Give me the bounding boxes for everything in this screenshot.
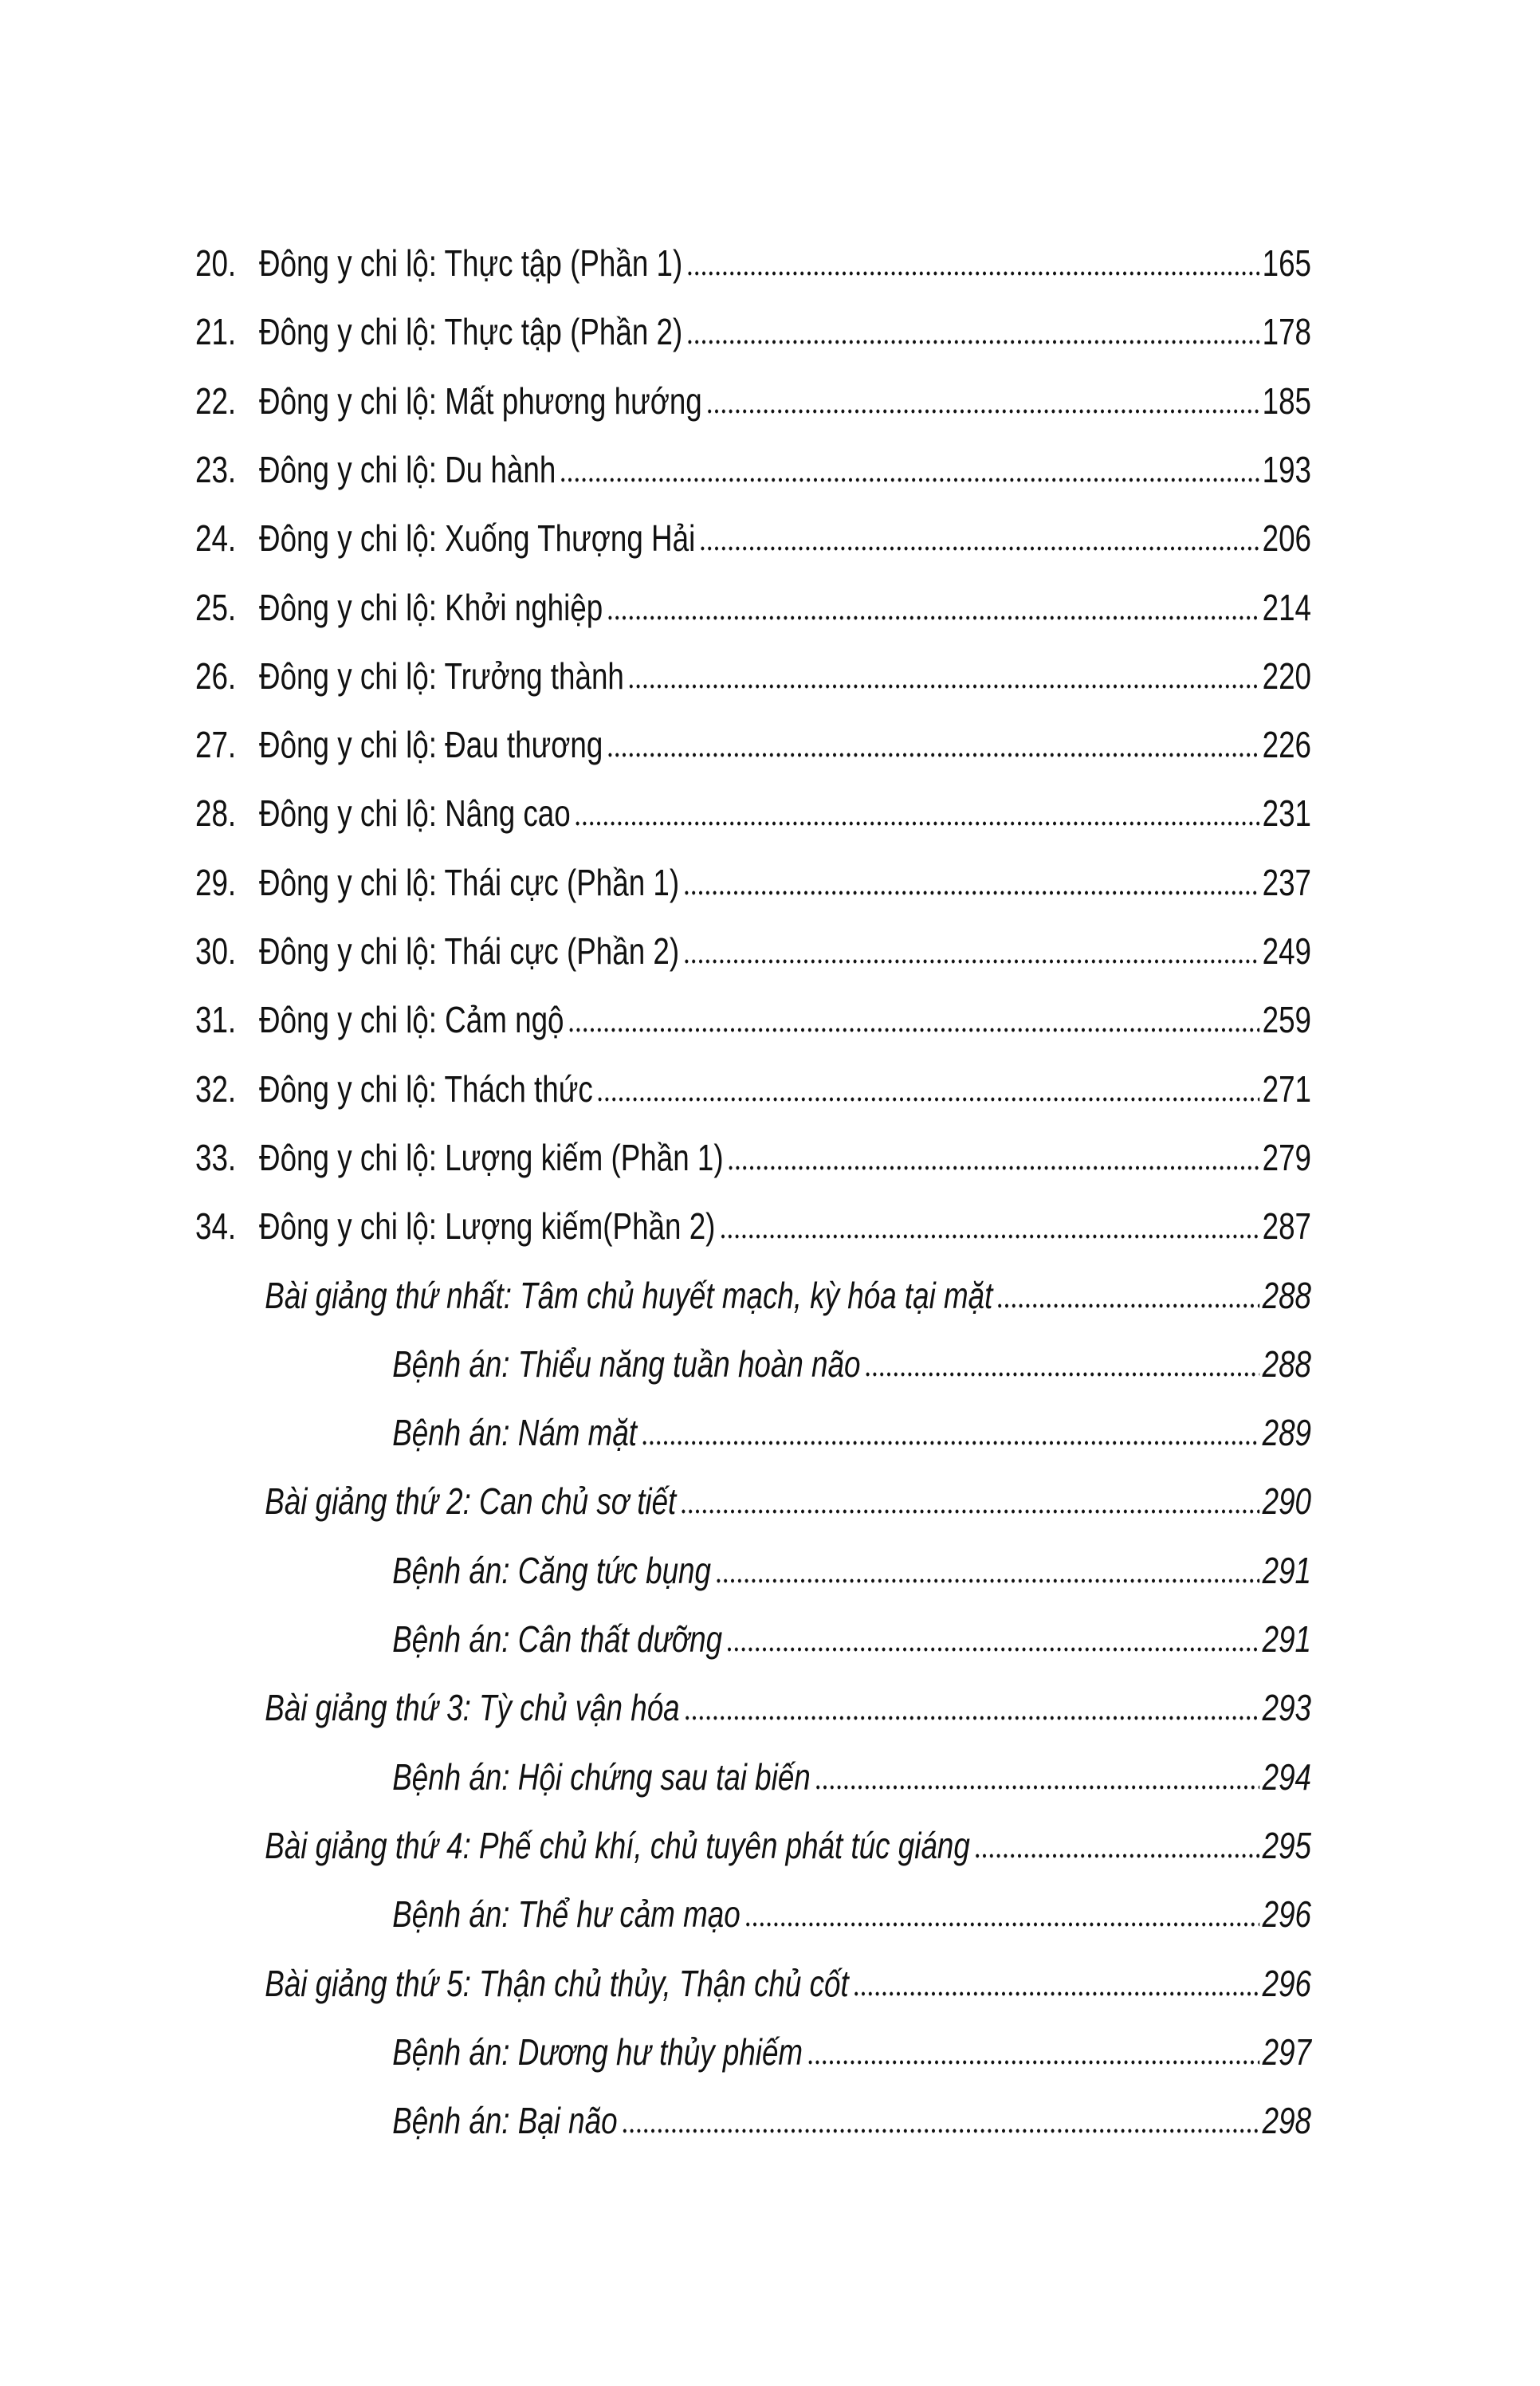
entry-title: Đông y chi lộ: Thực tập (Phần 2) (259, 311, 683, 353)
dot-leader (621, 2127, 1259, 2135)
toc-case-entry[interactable] (195, 1890, 1311, 1938)
entry-number: 20. (195, 242, 237, 284)
entry-number: 32. (195, 1067, 237, 1110)
entry-page-number: 206 (1262, 517, 1311, 560)
entry-title: Bệnh án: Thể hư cảm mạo (392, 1893, 741, 1936)
toc-chapter-entry[interactable] (195, 927, 1311, 975)
entry-title: Đông y chi lộ: Đau thương (259, 724, 603, 766)
entry-title: Bài giảng thứ 3: Tỳ chủ vận hóa (265, 1687, 680, 1729)
dot-leader (686, 269, 1259, 277)
entry-number: 29. (195, 861, 237, 903)
entry-page-number: 214 (1262, 586, 1311, 628)
entry-page-number: 288 (1262, 1342, 1311, 1385)
entry-number: 25. (195, 586, 237, 628)
dot-leader (607, 751, 1259, 759)
dot-leader (727, 1164, 1259, 1172)
entry-title: Đông y chi lộ: Lượng kiếm (Phần 1) (259, 1136, 724, 1178)
entry-page-number: 185 (1262, 379, 1311, 422)
entry-title: Đông y chi lộ: Thái cực (Phần 2) (259, 930, 680, 972)
entry-page-number: 291 (1262, 1618, 1311, 1660)
dot-leader (560, 476, 1259, 484)
toc-lecture-entry[interactable] (195, 1477, 1311, 1525)
entry-number: 33. (195, 1136, 237, 1178)
dot-leader (683, 1714, 1259, 1722)
entry-page-number: 291 (1262, 1549, 1311, 1591)
toc-chapter-entry[interactable] (195, 514, 1311, 562)
entry-title: Đông y chi lộ: Thực tập (Phần 1) (259, 242, 683, 284)
dot-leader (568, 1026, 1259, 1034)
entry-page-number: 231 (1262, 792, 1311, 835)
entry-page-number: 290 (1262, 1480, 1311, 1523)
toc-lecture-entry[interactable] (195, 1960, 1311, 2007)
toc-chapter-entry[interactable] (195, 239, 1311, 287)
entry-title: Đông y chi lộ: Thái cực (Phần 1) (259, 861, 680, 903)
entry-page-number: 271 (1262, 1067, 1311, 1110)
dot-leader (853, 1990, 1260, 1998)
entry-page-number: 297 (1262, 2030, 1311, 2073)
dot-leader (744, 1920, 1260, 1928)
entry-number: 22. (195, 379, 237, 422)
dot-leader (996, 1302, 1259, 1310)
entry-page-number: 259 (1262, 999, 1311, 1041)
entry-title: Bệnh án: Bại não (392, 2100, 618, 2142)
entry-page-number: 289 (1262, 1412, 1311, 1454)
dot-leader (715, 1577, 1260, 1585)
entry-number: 24. (195, 517, 237, 560)
entry-title: Bài giảng thứ 2: Can chủ sơ tiết (265, 1480, 677, 1523)
entry-title: Đông y chi lộ: Nâng cao (259, 792, 571, 835)
toc-chapter-entry[interactable] (195, 859, 1311, 906)
entry-page-number: 178 (1262, 311, 1311, 353)
toc-case-entry[interactable] (195, 1753, 1311, 1801)
toc-case-entry[interactable] (195, 1340, 1311, 1388)
toc-case-entry[interactable] (195, 1409, 1311, 1456)
entry-title: Bệnh án: Cân thất dưỡng (392, 1618, 723, 1660)
toc-chapter-entry[interactable] (195, 652, 1311, 700)
dot-leader (607, 614, 1259, 622)
entry-title: Đông y chi lộ: Mất phương hướng (259, 379, 702, 422)
toc-chapter-entry[interactable] (195, 1134, 1311, 1181)
entry-page-number: 237 (1262, 861, 1311, 903)
toc-chapter-entry[interactable] (195, 377, 1311, 425)
dot-leader (686, 338, 1259, 346)
entry-title: Đông y chi lộ: Xuống Thượng Hải (259, 517, 696, 560)
dot-leader (683, 957, 1259, 965)
toc-chapter-entry[interactable] (195, 996, 1311, 1044)
entry-page-number: 279 (1262, 1136, 1311, 1178)
entry-title: Bệnh án: Thiểu năng tuần hoàn não (392, 1342, 861, 1385)
entry-page-number: 293 (1262, 1687, 1311, 1729)
entry-page-number: 296 (1262, 1893, 1311, 1936)
entry-title: Bệnh án: Căng tức bụng (392, 1549, 711, 1591)
entry-number: 23. (195, 448, 237, 490)
entry-number: 26. (195, 654, 237, 697)
dot-leader (699, 544, 1259, 552)
entry-title: Đông y chi lộ: Khởi nghiệp (259, 586, 603, 628)
entry-number: 27. (195, 724, 237, 766)
entry-page-number: 288 (1262, 1274, 1311, 1316)
toc-chapter-entry[interactable] (195, 308, 1311, 356)
dot-leader (706, 407, 1260, 415)
dot-leader (597, 1095, 1260, 1103)
entry-title: Đông y chi lộ: Cảm ngộ (259, 999, 564, 1041)
toc-lecture-entry[interactable] (195, 1822, 1311, 1869)
toc-lecture-entry[interactable] (195, 1684, 1311, 1732)
entry-title: Đông y chi lộ: Trưởng thành (259, 654, 624, 697)
dot-leader (683, 889, 1259, 897)
toc-case-entry[interactable] (195, 2028, 1311, 2076)
toc-lecture-entry[interactable] (195, 1272, 1311, 1319)
dot-leader (719, 1232, 1259, 1240)
entry-title: Bài giảng thứ 5: Thận chủ thủy, Thận chủ cốt (265, 1962, 849, 2004)
dot-leader (628, 682, 1260, 690)
entry-number: 30. (195, 930, 237, 972)
dot-leader (575, 820, 1260, 827)
toc-chapter-entry[interactable] (195, 1202, 1311, 1250)
entry-page-number: 165 (1262, 242, 1311, 284)
toc-case-entry[interactable] (195, 2097, 1311, 2144)
toc-case-entry[interactable] (195, 1615, 1311, 1663)
entry-number: 28. (195, 792, 237, 835)
dot-leader (807, 2058, 1260, 2066)
entry-title: Đông y chi lộ: Lượng kiếm(Phần 2) (259, 1205, 716, 1248)
entry-page-number: 226 (1262, 724, 1311, 766)
entry-number: 31. (195, 999, 237, 1041)
toc-chapter-entry[interactable] (195, 446, 1311, 493)
dot-leader (815, 1783, 1260, 1791)
entry-page-number: 294 (1262, 1755, 1311, 1798)
dot-leader (680, 1507, 1259, 1515)
entry-page-number: 249 (1262, 930, 1311, 972)
entry-title: Bệnh án: Dương hư thủy phiếm (392, 2030, 803, 2073)
entry-page-number: 287 (1262, 1205, 1311, 1248)
dot-leader (641, 1439, 1260, 1447)
entry-title: Bệnh án: Hội chứng sau tai biến (392, 1755, 811, 1798)
toc-chapter-entry[interactable] (195, 721, 1311, 768)
entry-page-number: 193 (1262, 448, 1311, 490)
entry-page-number: 298 (1262, 2100, 1311, 2142)
entry-page-number: 295 (1262, 1824, 1311, 1866)
toc-chapter-entry[interactable] (195, 1065, 1311, 1113)
dot-leader (864, 1370, 1259, 1378)
entry-page-number: 296 (1262, 1962, 1311, 2004)
entry-number: 21. (195, 311, 237, 353)
toc-chapter-entry[interactable] (195, 789, 1311, 837)
entry-title: Đông y chi lộ: Thách thức (259, 1067, 593, 1110)
dot-leader (726, 1645, 1260, 1653)
toc-case-entry[interactable] (195, 1547, 1311, 1594)
entry-page-number: 220 (1262, 654, 1311, 697)
dot-leader (974, 1852, 1260, 1860)
entry-title: Bài giảng thứ 4: Phế chủ khí, chủ tuyên phát túc giáng (265, 1824, 970, 1866)
toc-chapter-entry[interactable] (195, 584, 1311, 631)
entry-number: 34. (195, 1205, 237, 1248)
entry-title: Bệnh án: Nám mặt (392, 1412, 638, 1454)
entry-title: Bài giảng thứ nhất: Tâm chủ huyết mạch, kỳ hóa tại mặt (265, 1274, 993, 1316)
entry-title: Đông y chi lộ: Du hành (259, 448, 556, 490)
